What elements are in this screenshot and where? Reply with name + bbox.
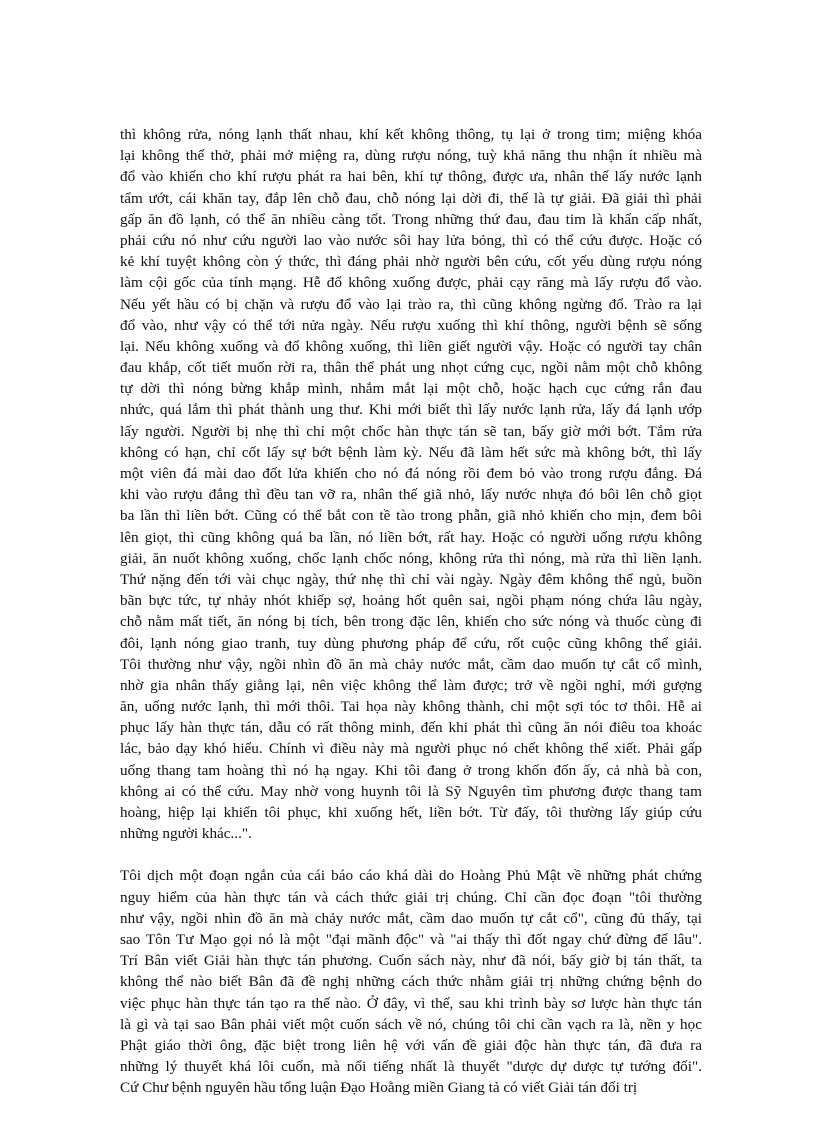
text-line: chỗ nằm mất tiết, ăn nóng bị tích, bên trong đặc lên, khiến cho sức nóng và thuốc cùng đi <box>120 613 702 631</box>
text-line: Tôi thường như vậy, ngồi nhìn đồ ăn mà chảy nước mắt, cầm dao muốn tự cắt cổ mình, <box>120 655 702 673</box>
text-line: tẩm ướt, cái khăn tay, đắp lên chỗ đau, chỗ nóng lại dời đi, thế là tự giải. Đã giải thì phải <box>120 189 702 207</box>
text-line: đổ vào, như vậy có thể tới nửa ngày. Nếu rượu xuống thì khí thông, người bệnh sẽ sống <box>120 316 702 334</box>
text-line: khi vào rượu đắng thì đều tan vỡ ra, nhân thế giã nhỏ, lấy nước nhựa đó bôi lên chỗ giọt <box>120 486 702 504</box>
text-line: như vậy, ngồi nhìn đồ ăn mà chảy nước mắt, cầm dao muốn tự cắt cổ", cũng đủ thấy, tại <box>120 909 702 927</box>
text-line: làm cội gốc của tính mạng. Hễ đổ không xuống được, phải cạy răng mà lấy rượu đổ vào. <box>120 274 702 292</box>
text-line: không ai có thể cứu. May nhờ vong huynh tôi là Sỹ Nguyên tìm phương được thang tam <box>120 782 702 800</box>
text-line: kẻ khí tuyệt không còn ý thức, thì đáng phải nhờ người bên cứu, cốt yếu dùng rượu nóng <box>120 253 702 271</box>
text-line: giải, ăn nuốt không xuống, chốc lạnh chốc nóng, không rửa thì nóng, mà rửa thì liền lạnh. <box>120 549 702 567</box>
text-line: ăn, uống nước lạnh, thì mới thôi. Tai họa này không thành, chỉ một sợi tóc tơ thôi. Hễ ai <box>120 698 702 716</box>
text-line: gấp ăn đồ lạnh, có thể ăn nhiều càng tốt. Trong những thứ đau, đau tim là khẩn cấp nhất, <box>120 210 702 228</box>
text-line: Phật giáo thời ông, đặc biệt trong liên hệ với vấn đề giải độc hàn thực tán, đã đưa ra <box>120 1036 702 1054</box>
text-line: tự dời thì nóng bừng khắp mình, nhắm mắt lại một chỗ, hoặc hạch cục cứng rắn đau <box>120 380 702 398</box>
text-line: không thể nào biết Bân đã đề nghị những cách thức nhằm giải trị những chứng bệnh do <box>120 973 702 991</box>
text-line: phục lấy hàn thực tán, dẫu có rất thông minh, đến khi phát thì cũng ăn nói điêu toa khoác <box>120 719 702 737</box>
text-line: Cứ Chư bệnh nguyên hầu tổng luận Đạo Hoằng miền Giang tả có viết Giải tán đối trị <box>120 1079 638 1097</box>
text-line: đổ vào khiến cho khí rượu phát ra hai bên, khí tự thông, được ưa, nhân thế lấy nước lạnh <box>120 168 702 186</box>
text-line: hoàng, hiệp lại khiến tôi phục, khi xuống hết, liền bớt. Từ đấy, tôi thường lấy giúp cứu <box>120 804 702 821</box>
text-line: lại. Nếu không xuống và đổ không xuống, thì liền giết người vậy. Hoặc có người tay chân <box>120 337 702 355</box>
document-page <box>120 124 702 1098</box>
text-line: bãn bực tức, tự nhảy nhót khiếp sợ, hoảng hốt quên sai, ngồi phạm nóng chứa lâu ngày, <box>120 592 702 610</box>
text-line: một viên đá mài dao đốt lửa khiến cho nó đá nóng rồi đem bỏ vào trong rượu đắng. Đá <box>120 465 702 482</box>
text-line: nhờ gia nhân thấy giằng lại, nên việc không thể làm được; trở về ngồi nghỉ, mới gượng <box>120 676 702 694</box>
text-line: Trí Bân viết Giải hàn thực tán phương. Cuốn sách này, như đã nói, bấy giờ bị tán thất, ta <box>120 952 702 970</box>
text-line: nguy hiểm của hàn thực tán và cách thức giải trị chúng. Chỉ cần đọc đoạn "tôi thường <box>120 888 702 906</box>
text-line: lấy người. Người bị nhẹ thì chỉ một chốc hàn thực tán sẽ tan, bấy giờ mới bớt. Tắm rửa <box>120 422 702 440</box>
text-line: phải cứu nó như cứu người lao vào nước sôi hay lửa bỏng, thì có thể cứu được. Hoặc có <box>120 231 702 249</box>
text-line: Tôi dịch một đoạn ngắn của cái báo cáo khá dài do Hoàng Phủ Mật về những phát chứng <box>120 867 702 885</box>
text-line: là gì và tại sao Bân phải viết một cuốn sách về nó, chúng tôi chỉ cần vạch ra là, nền y học <box>120 1015 702 1033</box>
text-line: không có hạn, chỉ cốt lấy sự bớt bệnh làm kỳ. Nếu đã làm hết sức mà không bớt, thì lấy <box>120 443 702 461</box>
paragraph-1 <box>120 124 702 844</box>
text-line: lên giọt, thì cũng không quá ba lần, nó liền bớt, rất hay. Hoặc có người uống rượu không <box>120 528 702 546</box>
paragraph-2 <box>120 865 702 1098</box>
text-line: đau khắp, cốt tiết muốn rời ra, thân thể phát ung nhọt cứng cục, ngồi nằm một chỗ không <box>120 359 702 377</box>
text-line: Thứ nặng đến tới vài chục ngày, thứ nhẹ thì chỉ vài ngày. Ngày đêm không thể ngủ, buồn <box>120 570 702 588</box>
text-line: thì không rửa, nóng lạnh thất nhau, khí kết không thông, tụ lại ở trong tim; miệng khóa <box>120 126 702 143</box>
text-line: lại không thể thở, phải mở miệng ra, dùng rượu nóng, tuỳ khả năng thu nhận ít nhiều mà <box>120 147 702 165</box>
text-line: uống thang tam hoàng thì nó hạ ngay. Khi tôi đang ở trong khốn đốn ấy, cả nhà bà con, <box>120 761 702 779</box>
text-line: những lý thuyết khá lôi cuốn, mà nổi tiếng nhất là thuyết "dược dự dược tự tướng đối". <box>120 1058 702 1076</box>
text-line: nhức, quá lắm thì phát thành ung thư. Khi mới biết thì lấy nước lạnh rửa, lấy đá lạnh ướp <box>120 401 702 419</box>
text-line: những người khác...". <box>120 825 252 843</box>
text-line: ba lần thì liền bớt. Cũng có thể bắt con tề tào trong phẫn, giã nhỏ khiến cho mịn, đem bôi <box>120 507 702 525</box>
text-line: việc phục hàn thực tán tạo ra thế nào. Ở đây, vì thế, sau khi trình bày sơ lược hàn thực tán <box>120 994 702 1012</box>
text-line: Nếu yết hầu có bị chặn và rượu đổ vào lại trào ra, thì cũng không ngừng đổ. Trào ra lại <box>120 295 702 313</box>
text-line: lác, bảo dạy khó hiểu. Chính vì điều này mà người phục nó chết không thể xiết. Phải gấp <box>120 740 702 758</box>
text-line: sao Tôn Tư Mạo gọi nó là một "đại mãnh độc" và "ai thấy thì đốt ngay chứ đừng để lâu". <box>120 930 702 948</box>
paragraph-gap <box>120 844 702 865</box>
text-line: đôi, lạnh nóng giao tranh, tuy dùng phương pháp để cứu, rốt cuộc cũng không thể giải. <box>120 634 702 652</box>
